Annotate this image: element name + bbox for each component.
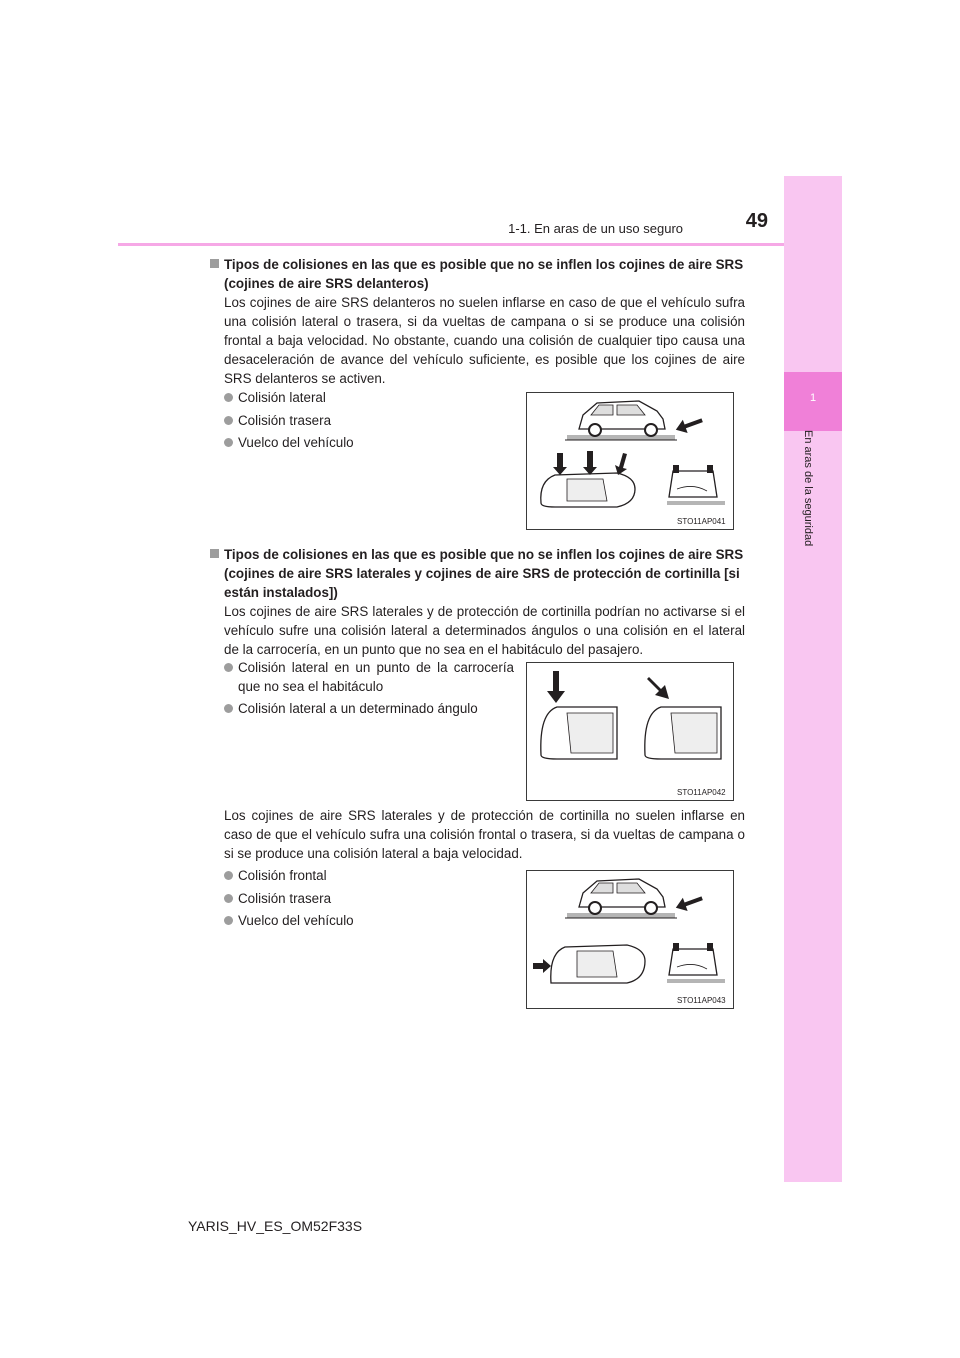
rear-impact-arrow [673, 892, 704, 915]
paragraph-front-airbags: Los cojines de aire SRS delanteros no suelen inflarse en caso de que el vehículo sufra una colisión lateral o trasera, si da vueltas de campana o si se produce una colisión frontal a baja velocidad. No obstante, cuando una colisión de cualquier tipo causa una desaceleración de avance del vehículo suficiente, es posible que los cojines de aire SRS delanteros se activen. [224, 295, 745, 386]
ground-strip [667, 979, 725, 983]
paragraph-side-airbags: Los cojines de aire SRS laterales y de protección de cortinilla podrían no activarse si el vehículo sufre una colisión lateral a determinados ángulos o una colisión en el lateral de la carrocería, en un punto que no sea en el habitáculo del pasajero. [224, 604, 745, 657]
list-item: Colisión trasera [224, 411, 331, 430]
ground-strip [567, 435, 675, 440]
figure-code: STO11AP041 [677, 517, 726, 526]
figure-code: STO11AP043 [677, 996, 726, 1005]
paragraph-side-airbags-2: Los cojines de aire SRS laterales y de protección de cortinilla no suelen inflarse en caso de que el vehículo sufra una colisión frontal o trasera, si da vueltas de campana o si se produce una colisión lateral a baja velocidad. [224, 808, 745, 861]
chapter-title: En aras de la seguridad [802, 430, 814, 547]
body-impact-arrow [547, 671, 565, 703]
frontal-impact-arrow [533, 959, 551, 973]
collision-illustration [527, 871, 733, 1008]
header-rule [118, 243, 842, 246]
heading-text: Tipos de colisiones en las que es posible que no se inflen los cojines de aire SRS (cojines de aire SRS delanteros) [224, 257, 744, 291]
figure-side-airbag-non-deploy-2 [526, 870, 734, 1009]
round-bullet-icon [224, 663, 233, 672]
square-bullet-icon [210, 549, 219, 558]
collision-illustration [527, 393, 733, 529]
section-heading-side-airbags [210, 545, 750, 602]
wheel [645, 902, 657, 914]
ground-strip [567, 913, 675, 918]
wheel [589, 424, 601, 436]
wheel [589, 902, 601, 914]
round-bullet-icon [224, 894, 233, 903]
round-bullet-icon [224, 871, 233, 880]
angled-impact-arrow [647, 677, 669, 699]
header-section-title: 1-1. En aras de un uso seguro [508, 221, 683, 236]
chapter-side-tab [784, 176, 842, 1182]
wheel [645, 424, 657, 436]
list-item: Colisión frontal [224, 866, 327, 885]
ground-strip [667, 501, 725, 505]
car-rollover-body [669, 949, 717, 975]
car-rollover-body [669, 471, 717, 497]
round-bullet-icon [224, 438, 233, 447]
chapter-number: 1 [809, 392, 817, 404]
document-code: YARIS_HV_ES_OM52F33S [188, 1218, 363, 1234]
round-bullet-icon [224, 416, 233, 425]
collision-illustration [527, 663, 733, 800]
round-bullet-icon [224, 916, 233, 925]
square-bullet-icon [210, 259, 219, 268]
figure-side-airbag-non-deploy [526, 662, 734, 801]
round-bullet-icon [224, 704, 233, 713]
list-item: Vuelco del vehículo [224, 911, 354, 930]
figure-code: STO11AP042 [677, 788, 726, 797]
figure-front-airbag-non-deploy [526, 392, 734, 530]
side-impact-arrow [583, 451, 597, 475]
list-item: Colisión lateral en un punto de la carrocería que no sea el habitáculo [224, 658, 514, 696]
heading-text: Tipos de colisiones en las que es posible que no se inflen los cojines de aire SRS (cojines de aire SRS laterales y cojines de aire SRS de protección de cortinilla [si están instalados]) [224, 547, 744, 600]
round-bullet-icon [224, 393, 233, 402]
section-heading-front-airbags [210, 255, 750, 293]
list-item: Colisión lateral a un determinado ángulo [224, 699, 478, 718]
rear-impact-arrow [673, 414, 704, 437]
side-impact-arrow [553, 453, 567, 475]
page-number: 49 [745, 210, 768, 232]
list-item: Colisión lateral [224, 388, 326, 407]
list-item: Colisión trasera [224, 889, 331, 908]
list-item: Vuelco del vehículo [224, 433, 354, 452]
side-impact-arrow [615, 453, 627, 475]
